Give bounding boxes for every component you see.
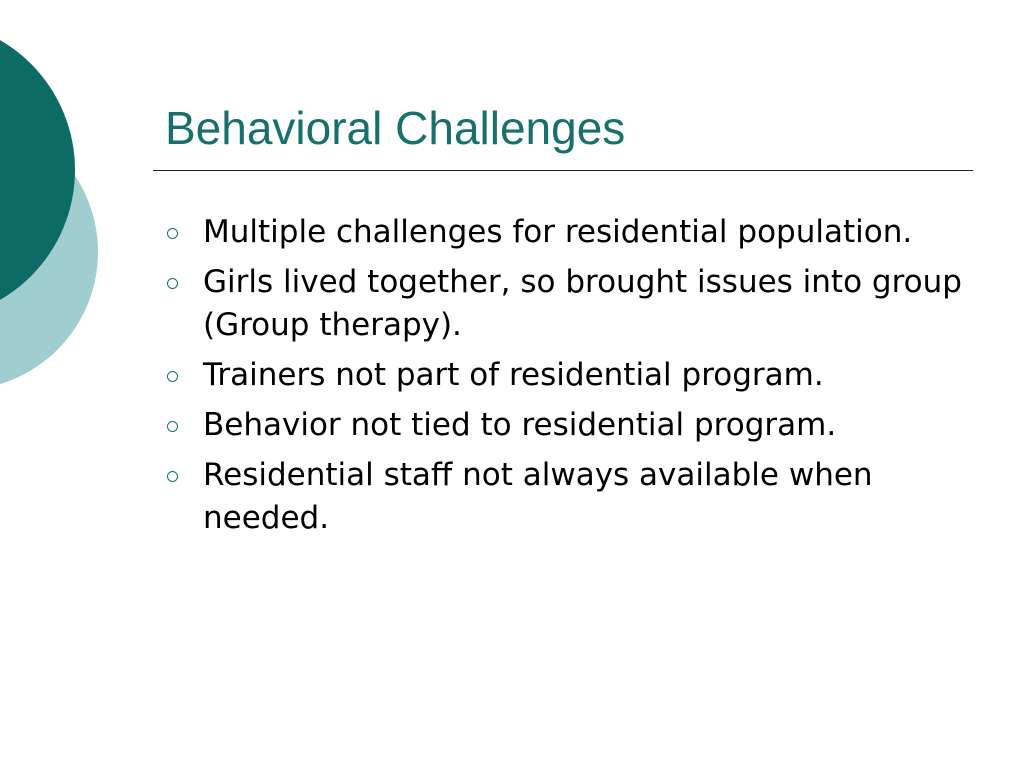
bullet-list xyxy=(165,211,975,547)
title-divider xyxy=(153,170,973,171)
bullet-item xyxy=(165,354,975,397)
bullet-text: Behavior not tied to residential program. xyxy=(203,407,837,443)
decorative-circles xyxy=(0,0,110,410)
slide-title: Behavioral Challenges xyxy=(165,102,626,154)
bullet-text: Residential staff not always available when needed. xyxy=(203,457,873,536)
bullet-item xyxy=(165,261,975,347)
hollow-circle-bullet-icon xyxy=(167,228,178,239)
bullet-text: Trainers not part of residential program. xyxy=(203,357,824,393)
hollow-circle-bullet-icon xyxy=(167,421,178,432)
hollow-circle-bullet-icon xyxy=(167,278,178,289)
bullet-text: Multiple challenges for residential population. xyxy=(203,214,913,250)
bullet-item xyxy=(165,454,975,540)
bullet-item xyxy=(165,211,975,254)
bullet-text: Girls lived together, so brought issues into group (Group therapy). xyxy=(203,264,962,343)
hollow-circle-bullet-icon xyxy=(167,371,178,382)
bullet-item xyxy=(165,404,975,447)
hollow-circle-bullet-icon xyxy=(167,471,178,482)
